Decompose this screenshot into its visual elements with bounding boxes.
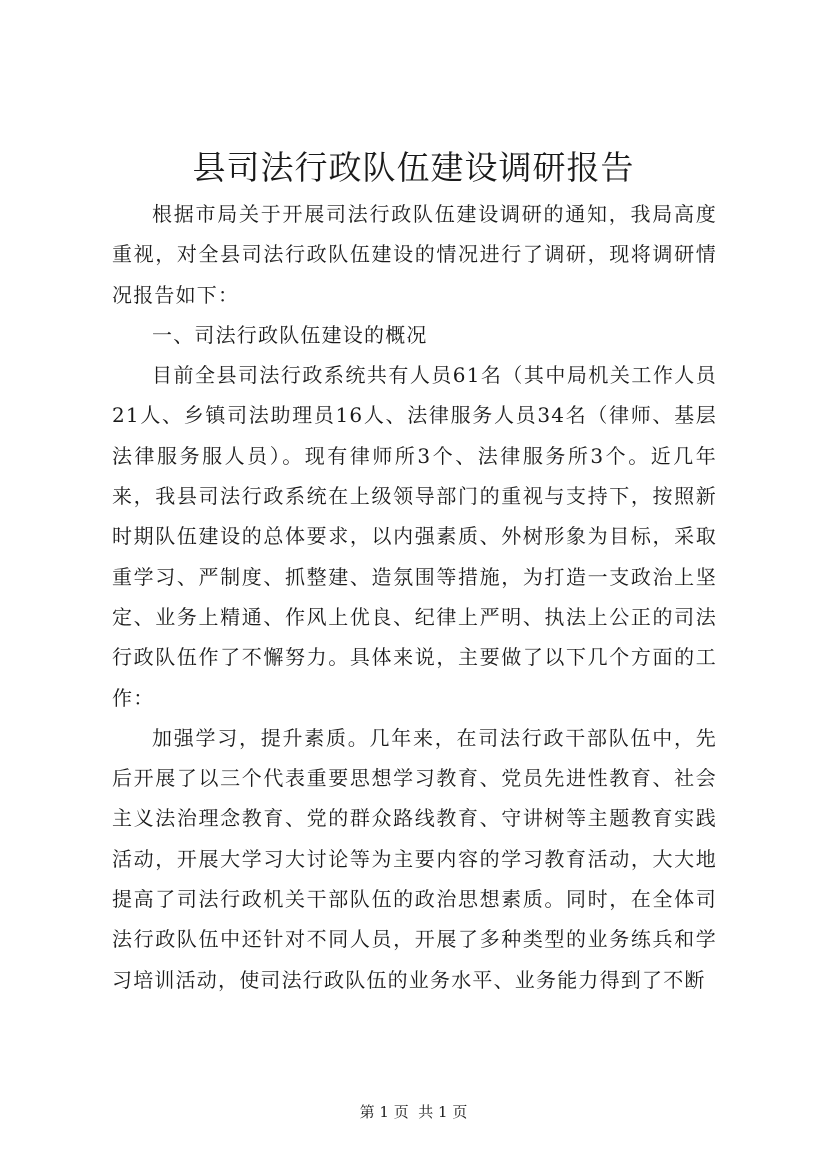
page-footer [0,1102,827,1122]
document-title: 县司法行政队伍建设调研报告 [192,148,635,187]
section-heading: 一、司法行政队伍建设的概况 [152,322,428,347]
paragraph-overview: 目前全县司法行政系统共有人员61名（其中局机关工作人员21人、乡镇司法助理员16人、法律服务人员34名（律师、基层法律服务服人员）。现有律师所3个、法律服务所3个。近几年来，我县司法行政系统在上级领导部门的重视与支持下，按照新时期队伍建设的总体要求，以内强素质、外树形象为目标，采取重学习、严制度、抓整建、造氛围等措施，为打造一支政治上坚定、业务上精通、作风上优良、纪律上严明、执法上公正的司法行政队伍作了不懈努力。具体来说，主要做了以下几个方面的工作： [112,363,717,710]
paragraph-study: 加强学习，提升素质。几年来，在司法行政干部队伍中，先后开展了以三个代表重要思想学习教育、党员先进性教育、社会主义法治理念教育、党的群众路线教育、守讲树等主题教育实践活动，开展大学习大讨论等为主要内容的学习教育活动，大大地提高了司法行政机关干部队伍的政治思想素质。同时，在全体司法行政队伍中还针对不同人员，开展了多种类型的业务练兵和学习培训活动，使司法行政队伍的业务水平、业务能力得到了不断 [112,725,717,992]
page-number: 第 1 页 共 1 页 [359,1103,468,1121]
document-body [112,194,717,1000]
paragraph-intro: 根据市局关于开展司法行政队伍建设调研的通知，我局高度重视，对全县司法行政队伍建设的情况进行了调研，现将调研情况报告如下： [112,202,717,307]
